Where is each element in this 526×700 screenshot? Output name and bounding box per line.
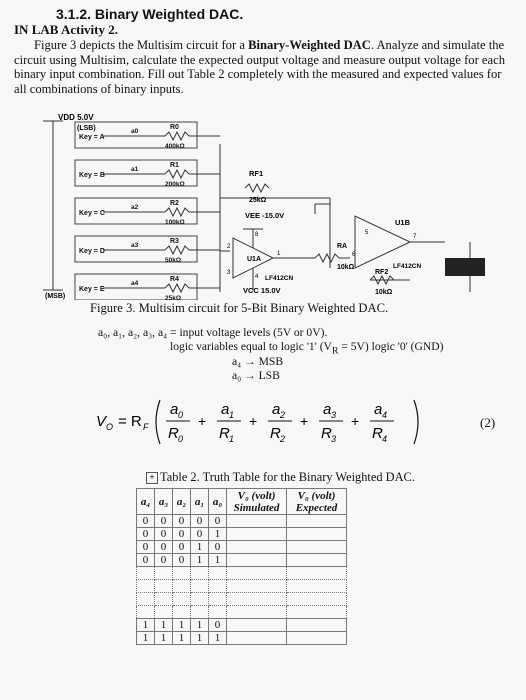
term-numerator: a <box>323 401 332 418</box>
switch-rows <box>75 122 220 300</box>
voltage-cell[interactable] <box>287 541 347 554</box>
vdd-label: VDD 5.0V <box>58 113 94 122</box>
bit-cell: 0 <box>137 515 155 528</box>
term-numerator: a <box>272 401 281 418</box>
bit-cell: 0 <box>173 554 191 567</box>
resistor-value: 50kΩ <box>165 257 182 264</box>
activity-label: IN LAB Activity 2. <box>14 22 118 37</box>
left-paren <box>156 400 160 444</box>
bit-cell: 0 <box>173 528 191 541</box>
bit-cell: 0 <box>191 528 209 541</box>
voltage-cell[interactable] <box>287 632 347 645</box>
bit-cell <box>191 580 209 593</box>
vee-label: VEE -15.0V <box>245 211 285 220</box>
plus-sign: + <box>249 413 258 429</box>
pin-6: 6 <box>352 252 356 258</box>
term-numerator: a <box>221 401 230 418</box>
pin-4: 4 <box>255 274 259 280</box>
input-resistor <box>165 170 189 178</box>
table-body <box>137 515 347 645</box>
voltage-cell[interactable] <box>227 580 287 593</box>
input-resistor <box>165 246 189 254</box>
ra-resistor <box>315 254 350 262</box>
input-resistor <box>165 284 189 292</box>
bit-cell <box>137 593 155 606</box>
output-voltage-formula <box>96 392 426 452</box>
voltage-cell[interactable] <box>287 554 347 567</box>
plus-sign: + <box>300 413 309 429</box>
term-num-sub: 0 <box>178 410 184 420</box>
bit-cell <box>191 606 209 619</box>
switch-key-label: Key = A <box>79 134 105 141</box>
opamp2-name: U1B <box>395 218 411 227</box>
term-num-sub: 1 <box>229 410 235 420</box>
bit-cell: 0 <box>155 528 173 541</box>
rf2-name: RF2 <box>375 269 389 276</box>
bit-cell <box>173 606 191 619</box>
pin-7: 7 <box>413 234 417 240</box>
term-denominator: R <box>270 425 281 442</box>
bit-cell <box>209 606 227 619</box>
logic-def-end: = 5V) logic '0' (GND) <box>338 340 444 353</box>
section-heading <box>56 6 243 22</box>
pin-3: 3 <box>227 270 231 276</box>
table-row <box>137 619 347 632</box>
bit-cell: 1 <box>191 632 209 645</box>
para-part-2: . Analyze and simulate the circuit using Multisim, calculate the expected output voltage and measure output voltage for each binary input combination. Fill out Table 2 completely with the measured and expected values for all combinations of binary inputs. <box>14 38 505 96</box>
table-row <box>137 606 347 619</box>
formula-lhs-sub: O <box>106 422 114 432</box>
bit-cell: 0 <box>155 515 173 528</box>
bit-cell: 1 <box>137 632 155 645</box>
node-label: a3 <box>131 242 139 249</box>
bit-cell: 1 <box>155 632 173 645</box>
bit-cell <box>209 593 227 606</box>
plus-sign: + <box>351 413 360 429</box>
voltage-cell[interactable] <box>287 567 347 580</box>
opamp1-part: LF412CN <box>265 275 294 282</box>
rf1-resistor <box>245 184 269 192</box>
voltage-cell[interactable] <box>227 606 287 619</box>
table-row <box>137 593 347 606</box>
input-resistor <box>165 208 189 216</box>
voltage-cell[interactable] <box>227 593 287 606</box>
right-paren <box>414 400 418 444</box>
voltage-cell[interactable] <box>227 619 287 632</box>
section-number: 3.1.2. <box>56 6 92 22</box>
bit-cell <box>173 593 191 606</box>
voltage-cell[interactable] <box>227 515 287 528</box>
formula-lhs: V <box>96 413 107 430</box>
bit-cell: 0 <box>209 515 227 528</box>
bit-cell: 1 <box>209 554 227 567</box>
bit-cell <box>191 567 209 580</box>
table-caption-text: Table 2. Truth Table for the Binary Weighted DAC. <box>160 470 415 484</box>
rf1-value: 25kΩ <box>249 197 267 204</box>
resistor-name: R2 <box>170 200 179 207</box>
voltage-cell[interactable] <box>287 619 347 632</box>
node-label: a4 <box>131 280 139 287</box>
bit-cell: 1 <box>173 632 191 645</box>
bit-cell: 1 <box>137 619 155 632</box>
node-label: a2 <box>131 204 139 211</box>
bit-cell: 1 <box>191 619 209 632</box>
truth-table <box>136 488 347 645</box>
node-label: a0 <box>131 128 139 135</box>
resistor-value: 100kΩ <box>165 219 185 226</box>
bit-cell: 0 <box>137 541 155 554</box>
rf1-name: RF1 <box>249 169 264 178</box>
voltage-cell[interactable] <box>227 541 287 554</box>
bit-cell: 1 <box>191 541 209 554</box>
term-num-sub: 3 <box>331 410 337 420</box>
bit-cell <box>137 606 155 619</box>
pin-5: 5 <box>365 230 369 236</box>
ra-value: 10kΩ <box>337 264 355 271</box>
term-denominator: R <box>321 425 332 442</box>
voltage-cell[interactable] <box>227 554 287 567</box>
plus-sign: + <box>198 413 207 429</box>
opamp2-part: LF412CN <box>393 263 422 270</box>
table-row <box>137 515 347 528</box>
bit-cell <box>173 580 191 593</box>
voltage-cell[interactable] <box>227 528 287 541</box>
voltage-cell[interactable] <box>287 515 347 528</box>
bit-cell: 1 <box>209 632 227 645</box>
table-caption <box>146 470 415 485</box>
col-expected: V₀ (volt) Expected <box>287 489 347 515</box>
table-move-handle-icon[interactable]: + <box>146 472 158 484</box>
para-part-1: Figure 3 depicts the Multisim circuit for a <box>34 38 249 52</box>
variable-definition: a₀, a₁, a₂, a₃, a₄ = input voltage levels (5V or 0V). <box>98 326 328 339</box>
formula-eq: = R <box>118 413 142 430</box>
resistor-name: R4 <box>170 276 179 283</box>
term-den-sub: 1 <box>229 434 235 444</box>
pin-labels <box>227 230 417 280</box>
col-a0: a₀ <box>209 489 227 515</box>
resistor-value: 400kΩ <box>165 143 185 150</box>
resistor-name: R0 <box>170 124 179 131</box>
term-den-sub: 3 <box>331 434 337 444</box>
bit-cell: 0 <box>137 554 155 567</box>
bit-cell <box>137 567 155 580</box>
bit-cell: 0 <box>155 541 173 554</box>
term-num-sub: 4 <box>382 410 388 420</box>
ra-name: RA <box>337 243 348 250</box>
term-denominator: R <box>168 425 179 442</box>
bit-cell: 1 <box>173 619 191 632</box>
voltage-cell[interactable] <box>287 580 347 593</box>
term-den-sub: 2 <box>280 434 286 444</box>
pin-8: 8 <box>255 232 259 238</box>
logic-def-sub: R <box>331 345 339 357</box>
switch-key-label: Key = B <box>79 172 105 179</box>
col-a4: a₄ <box>137 489 155 515</box>
lsb-note: a₀ → LSB <box>232 369 280 382</box>
node-label: a1 <box>131 166 139 173</box>
bit-cell: 0 <box>173 515 191 528</box>
bit-cell <box>191 593 209 606</box>
formula-eq-sub: F <box>143 422 149 432</box>
instructions-paragraph <box>14 38 514 96</box>
resistor-name: R1 <box>170 162 179 169</box>
bit-cell <box>155 580 173 593</box>
voltage-cell[interactable] <box>287 593 347 606</box>
section-title: Binary Weighted DAC. <box>94 6 244 22</box>
switch-key-label: Key = C <box>79 210 105 217</box>
term-numerator: a <box>374 401 383 418</box>
term-den-sub: 0 <box>178 434 184 444</box>
bit-cell <box>155 606 173 619</box>
figure-caption: Figure 3. Multisim circuit for 5-Bit Binary Weighted DAC. <box>90 301 389 315</box>
col-a3: a₃ <box>155 489 173 515</box>
formula-terms <box>166 401 394 444</box>
bit-cell: 0 <box>209 541 227 554</box>
voltage-cell[interactable] <box>227 632 287 645</box>
bit-cell: 0 <box>173 541 191 554</box>
rf2-value: 10kΩ <box>375 289 393 296</box>
dac-circuit-schematic <box>15 108 485 300</box>
logic-definition <box>170 340 443 356</box>
bit-cell: 1 <box>155 619 173 632</box>
table-row <box>137 528 347 541</box>
logic-def-text: logic variables equal to logic '1' (V <box>170 340 332 353</box>
pin-2: 2 <box>227 244 231 250</box>
col-simulated: V₀ (volt) Simulated <box>227 489 287 515</box>
table-row <box>137 554 347 567</box>
input-resistor <box>165 132 189 140</box>
table-row <box>137 580 347 593</box>
msb-tag: (MSB) <box>45 293 66 300</box>
table-row <box>137 632 347 645</box>
resistor-name: R3 <box>170 238 179 245</box>
col-a2: a₂ <box>173 489 191 515</box>
resistor-value: 200kΩ <box>165 181 185 188</box>
term-num-sub: 2 <box>280 410 286 420</box>
table-row <box>137 541 347 554</box>
resistor-value: 25kΩ <box>165 295 182 300</box>
term-denominator: R <box>372 425 383 442</box>
table-row <box>137 567 347 580</box>
bit-cell <box>155 567 173 580</box>
switch-key-label: Key = D <box>79 248 105 255</box>
col-a1: a₁ <box>191 489 209 515</box>
bit-cell: 0 <box>155 554 173 567</box>
output-indicator <box>445 258 485 276</box>
switch-key-label: Key = E <box>79 286 105 293</box>
bit-cell <box>173 567 191 580</box>
equation-number: (2) <box>480 415 496 430</box>
bit-cell <box>137 580 155 593</box>
vcc-label: VCC 15.0V <box>243 286 281 295</box>
lsb-tag: (LSB) <box>77 125 96 132</box>
voltage-cell[interactable] <box>287 528 347 541</box>
para-bold: Binary-Weighted DAC <box>248 38 371 52</box>
voltage-cell[interactable] <box>287 606 347 619</box>
bit-cell <box>209 567 227 580</box>
voltage-cell[interactable] <box>227 567 287 580</box>
term-numerator: a <box>170 401 179 418</box>
table-header-row <box>137 489 347 515</box>
bit-cell: 0 <box>137 528 155 541</box>
pin-1: 1 <box>277 251 281 257</box>
msb-note: a₄ → MSB <box>232 355 284 368</box>
term-denominator: R <box>219 425 230 442</box>
bit-cell: 0 <box>191 515 209 528</box>
term-den-sub: 4 <box>382 434 388 444</box>
bit-cell: 0 <box>209 619 227 632</box>
bit-cell <box>209 580 227 593</box>
bit-cell: 1 <box>209 528 227 541</box>
opamp1-name: U1A <box>247 256 262 263</box>
bit-cell: 1 <box>191 554 209 567</box>
bit-cell <box>155 593 173 606</box>
